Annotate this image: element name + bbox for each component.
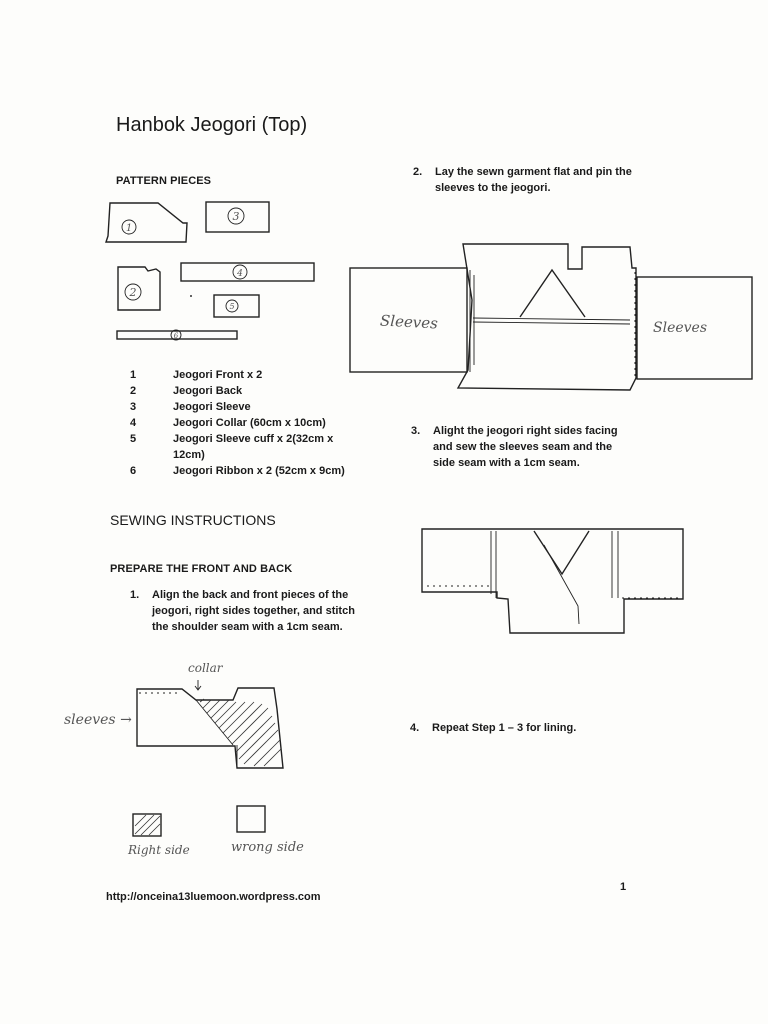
footer-url: http://onceina13luemoon.wordpress.com (106, 891, 321, 903)
list-item-number: 4 (130, 417, 137, 429)
step-number: 2. (413, 166, 423, 178)
pattern-piece-4-number: 4 (237, 269, 243, 279)
list-item-number: 5 (130, 433, 137, 445)
page-number: 1 (620, 881, 627, 893)
pattern-piece-6 (117, 330, 237, 340)
step-1 (130, 587, 360, 635)
step-text: Lay the sewn garment flat and pin the sleeves to the jeogori. (435, 166, 632, 194)
list-item (130, 383, 348, 399)
arrow-right-icon: → (120, 712, 132, 728)
step-text: Align the back and front pieces of the jeogori, right sides together, and stitch the shoulder seam with a 1cm seam. (152, 589, 355, 633)
list-item-number: 1 (130, 369, 137, 381)
pattern-piece-4 (181, 263, 314, 281)
list-item-text: Jeogori Back (173, 385, 243, 397)
step-number: 3. (411, 425, 421, 437)
prepare-front-back-heading: PREPARE THE FRONT AND BACK (110, 563, 293, 575)
sleeves-label-step1-text: sleeves (64, 712, 116, 728)
step3-diagram (422, 529, 683, 633)
sewing-instructions-heading: SEWING INSTRUCTIONS (110, 512, 276, 528)
step1-diagram (137, 680, 283, 768)
step-number: 4. (410, 722, 420, 734)
pattern-piece-1 (106, 203, 187, 242)
page-title: Hanbok Jeogori (Top) (116, 114, 308, 136)
collar-label: collar (188, 661, 223, 675)
pattern-piece-5 (214, 295, 259, 317)
list-item (130, 431, 348, 463)
step-3 (411, 423, 631, 471)
pattern-piece-6-number: 6 (173, 332, 179, 340)
list-item-number: 2 (130, 385, 137, 397)
list-item (130, 415, 348, 431)
step-text: Repeat Step 1 – 3 for lining. (432, 722, 577, 734)
step-number: 1. (130, 589, 140, 601)
pattern-pieces-heading: PATTERN PIECES (116, 175, 212, 187)
legend (133, 806, 265, 836)
step-2 (413, 164, 643, 196)
sleeves-label-step1 (64, 712, 132, 728)
wrong-side-label: wrong side (231, 840, 304, 855)
list-item-text: Jeogori Collar (60cm x 10cm) (173, 417, 326, 429)
pattern-piece-2 (118, 267, 160, 310)
list-item-text: Jeogori Ribbon x 2 (52cm x 9cm) (173, 465, 345, 477)
list-item-text: Jeogori Front x 2 (173, 369, 263, 381)
pattern-piece-5-number: 5 (229, 302, 235, 311)
step-text: Alight the jeogori right sides facing and sew the sleeves seam and the side seam with a 1cm seam. (433, 425, 618, 469)
list-item (130, 463, 348, 479)
sleeves-label-left: Sleeves (379, 311, 439, 333)
pattern-piece-2-number: 2 (129, 286, 137, 299)
list-item-text: Jeogori Sleeve cuff x 2(32cm x 12cm) (173, 433, 334, 461)
list-item-number: 3 (130, 401, 137, 413)
right-side-label: Right side (128, 843, 190, 857)
pattern-pieces-list (130, 367, 348, 479)
pattern-piece-1-number: 1 (125, 223, 133, 234)
list-item (130, 367, 348, 383)
step-4 (410, 720, 640, 736)
sleeves-label-right: Sleeves (653, 320, 708, 336)
list-item-text: Jeogori Sleeve (173, 401, 251, 413)
pattern-piece-3-number: 3 (232, 210, 240, 223)
list-item (130, 399, 348, 415)
list-item-number: 6 (130, 465, 137, 477)
pattern-piece-3 (206, 202, 269, 232)
